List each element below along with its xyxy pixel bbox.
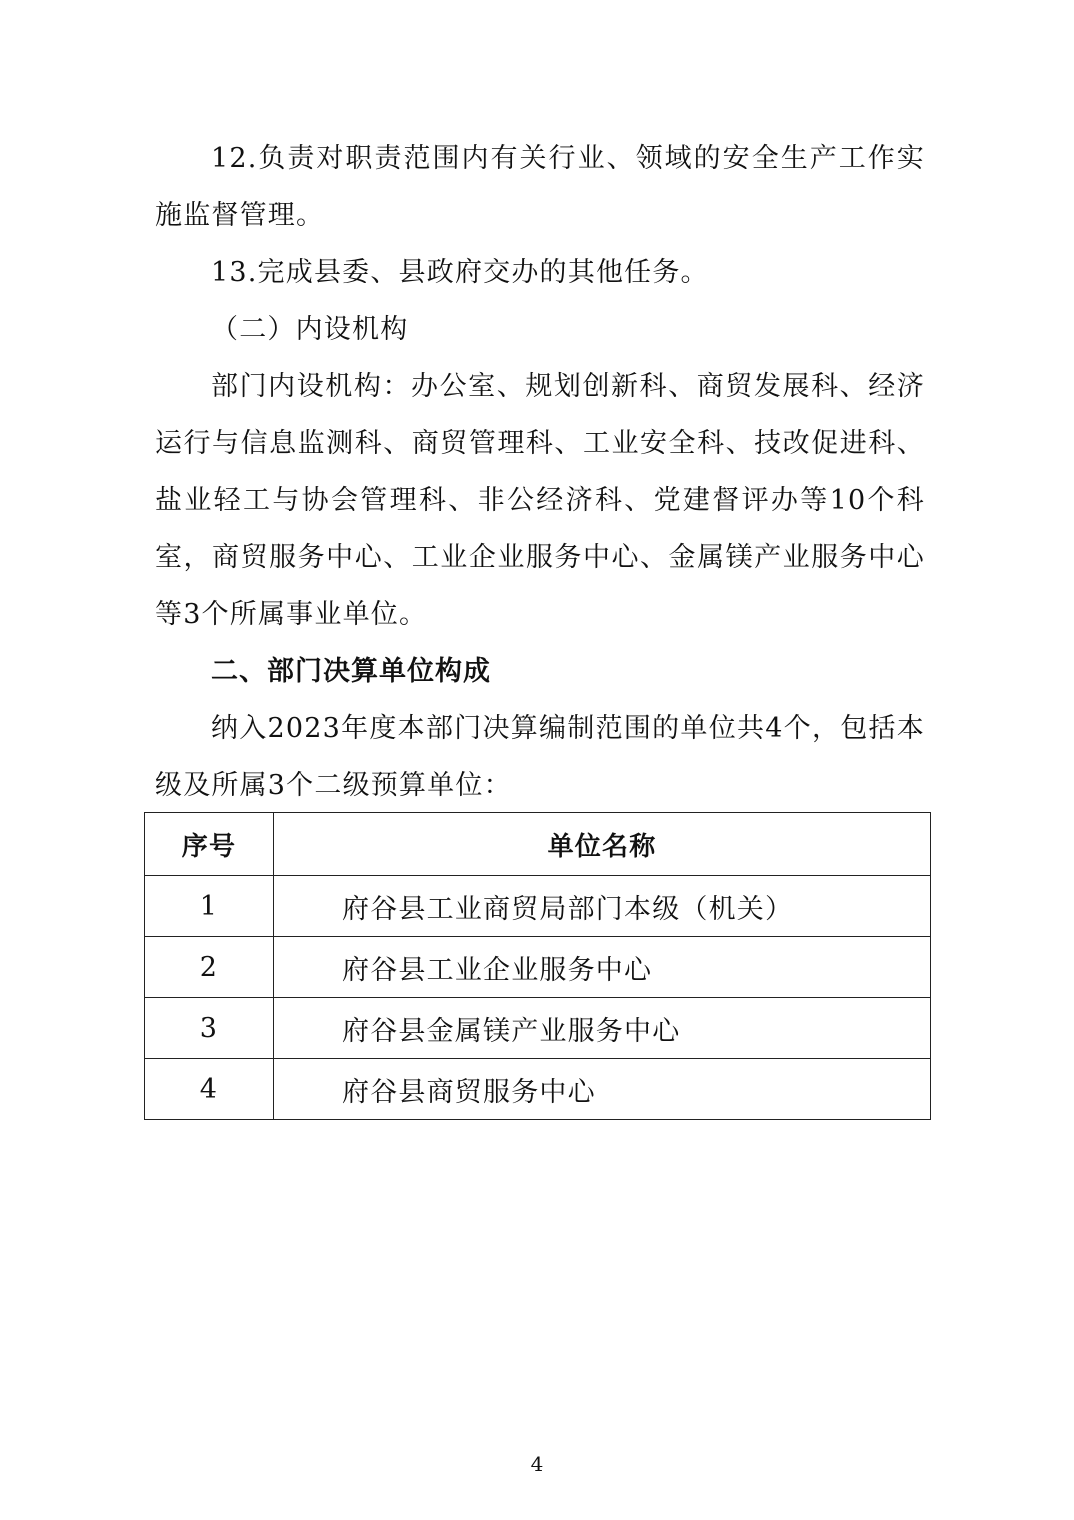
table-header-row xyxy=(145,813,931,876)
budget-units-table xyxy=(144,812,931,1120)
row-no: 2 xyxy=(145,937,274,998)
row-no: 1 xyxy=(145,876,274,937)
row-name: 府谷县工业企业服务中心 xyxy=(274,937,931,998)
header-no: 序号 xyxy=(145,813,274,876)
row-no: 3 xyxy=(145,998,274,1059)
row-name: 府谷县工业商贸局部门本级（机关） xyxy=(274,876,931,937)
item-13-paragraph: 13.完成县委、县政府交办的其他任务。 xyxy=(211,257,709,288)
table-row xyxy=(145,1059,931,1120)
row-name: 府谷县商贸服务中心 xyxy=(274,1059,931,1120)
table-row xyxy=(145,937,931,998)
row-no: 4 xyxy=(145,1059,274,1120)
scope-paragraph: 纳入2023年度本部门决算编制范围的单位共4个，包括本级及所属3个二级预算单位： xyxy=(155,713,925,801)
internal-orgs-paragraph: 部门内设机构：办公室、规划创新科、商贸发展科、经济运行与信息监测科、商贸管理科、工业安全科、技改促进科、盐业轻工与协会管理科、非公经济科、党建督评办等10个科室，商贸服务中心、工业企业服务中心、金属镁产业服务中心等3个所属事业单位。 xyxy=(155,371,925,630)
internal-orgs-subheading: （二）内设机构 xyxy=(211,314,409,345)
row-name: 府谷县金属镁产业服务中心 xyxy=(274,998,931,1059)
header-name: 单位名称 xyxy=(274,813,931,876)
table-row xyxy=(145,998,931,1059)
section-heading: 二、部门决算单位构成 xyxy=(211,656,491,687)
item-12-paragraph: 12.负责对职责范围内有关行业、领域的安全生产工作实施监督管理。 xyxy=(155,143,925,231)
page-number: 4 xyxy=(530,1452,544,1476)
table-row xyxy=(145,876,931,937)
